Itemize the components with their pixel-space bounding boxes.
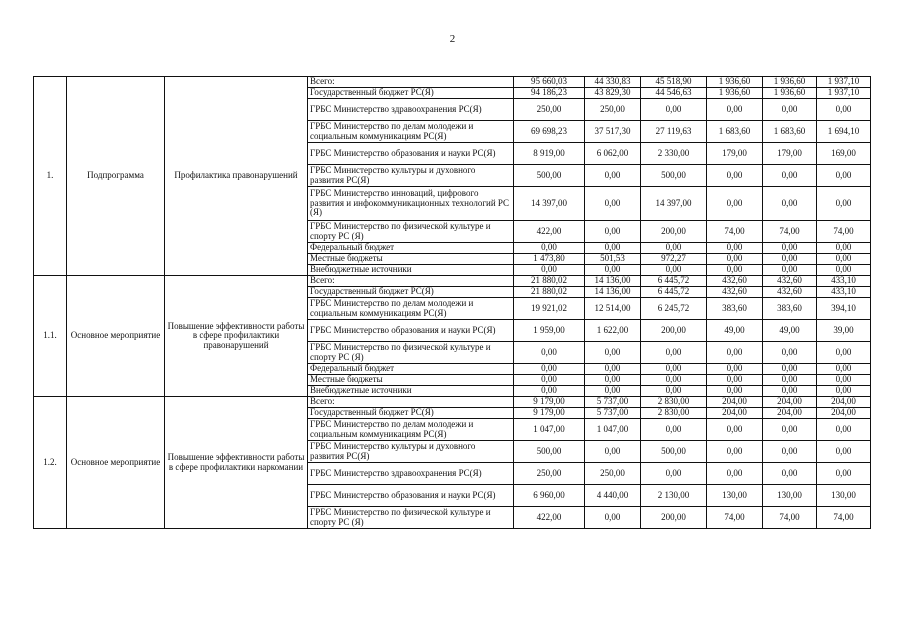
page-number: 2	[449, 33, 456, 45]
funding-source: ГРБС Министерство по делам молодежи и социальным коммуникациям РС(Я)	[308, 298, 514, 320]
funding-source: Государственный бюджет РС(Я)	[308, 88, 514, 99]
amount-cell: 0,00	[817, 165, 871, 187]
budget-table	[33, 76, 871, 529]
amount-cell: 4 440,00	[585, 485, 641, 507]
amount-cell: 0,00	[763, 419, 817, 441]
amount-cell: 0,00	[641, 243, 707, 254]
amount-cell: 0,00	[641, 463, 707, 485]
amount-cell: 0,00	[707, 243, 763, 254]
amount-cell: 74,00	[707, 507, 763, 529]
amount-cell: 21 880,02	[514, 276, 585, 287]
amount-cell: 1 694,10	[817, 121, 871, 143]
funding-source: ГРБС Министерство культуры и духовного развития РС(Я)	[308, 441, 514, 463]
amount-cell: 200,00	[641, 320, 707, 342]
table-row	[34, 397, 871, 408]
amount-cell: 0,00	[817, 386, 871, 397]
amount-cell: 74,00	[707, 221, 763, 243]
section-name: Профилактика правонарушений	[165, 77, 308, 276]
amount-cell: 250,00	[585, 99, 641, 121]
amount-cell: 6 960,00	[514, 485, 585, 507]
table-body	[34, 77, 871, 529]
amount-cell: 2 830,00	[641, 408, 707, 419]
amount-cell: 49,00	[707, 320, 763, 342]
amount-cell: 1 937,10	[817, 88, 871, 99]
funding-source: ГРБС Министерство здравоохранения РС(Я)	[308, 99, 514, 121]
section-number: 1.	[34, 77, 67, 276]
amount-cell: 130,00	[707, 485, 763, 507]
amount-cell: 500,00	[514, 165, 585, 187]
section-number: 1.2.	[34, 397, 67, 529]
amount-cell: 14 136,00	[585, 276, 641, 287]
amount-cell: 0,00	[585, 265, 641, 276]
funding-source: ГРБС Министерство культуры и духовного развития РС(Я)	[308, 165, 514, 187]
amount-cell: 130,00	[763, 485, 817, 507]
amount-cell: 9 179,00	[514, 408, 585, 419]
amount-cell: 250,00	[585, 463, 641, 485]
amount-cell: 19 921,02	[514, 298, 585, 320]
amount-cell: 432,60	[707, 287, 763, 298]
amount-cell: 1 936,60	[707, 88, 763, 99]
funding-source: Всего:	[308, 397, 514, 408]
funding-source: Всего:	[308, 276, 514, 287]
amount-cell: 6 445,72	[641, 276, 707, 287]
amount-cell: 0,00	[707, 419, 763, 441]
amount-cell: 21 880,02	[514, 287, 585, 298]
amount-cell: 5 737,00	[585, 397, 641, 408]
amount-cell: 0,00	[585, 386, 641, 397]
amount-cell: 1 473,80	[514, 254, 585, 265]
amount-cell: 14 397,00	[514, 187, 585, 221]
amount-cell: 0,00	[707, 265, 763, 276]
amount-cell: 250,00	[514, 463, 585, 485]
amount-cell: 0,00	[707, 187, 763, 221]
amount-cell: 169,00	[817, 143, 871, 165]
amount-cell: 0,00	[514, 386, 585, 397]
amount-cell: 45 518,90	[641, 77, 707, 88]
amount-cell: 0,00	[817, 342, 871, 364]
amount-cell: 432,60	[763, 287, 817, 298]
amount-cell: 0,00	[817, 243, 871, 254]
amount-cell: 0,00	[707, 375, 763, 386]
funding-source: Государственный бюджет РС(Я)	[308, 287, 514, 298]
funding-source: ГРБС Министерство по делам молодежи и социальным коммуникациям РС(Я)	[308, 121, 514, 143]
amount-cell: 0,00	[817, 463, 871, 485]
amount-cell: 0,00	[641, 265, 707, 276]
amount-cell: 0,00	[707, 441, 763, 463]
amount-cell: 0,00	[514, 364, 585, 375]
funding-source: ГРБС Министерство по физической культуре и спорту РС (Я)	[308, 342, 514, 364]
amount-cell: 204,00	[707, 408, 763, 419]
amount-cell: 0,00	[817, 375, 871, 386]
amount-cell: 432,60	[707, 276, 763, 287]
amount-cell: 179,00	[763, 143, 817, 165]
amount-cell: 0,00	[641, 99, 707, 121]
amount-cell: 0,00	[707, 386, 763, 397]
section-type: Подпрограмма	[67, 77, 165, 276]
funding-source: Государственный бюджет РС(Я)	[308, 408, 514, 419]
amount-cell: 179,00	[707, 143, 763, 165]
amount-cell: 432,60	[763, 276, 817, 287]
amount-cell: 0,00	[817, 364, 871, 375]
amount-cell: 0,00	[763, 243, 817, 254]
amount-cell: 0,00	[585, 364, 641, 375]
amount-cell: 0,00	[763, 364, 817, 375]
amount-cell: 44 546,63	[641, 88, 707, 99]
section-type: Основное мероприятие	[67, 397, 165, 529]
amount-cell: 0,00	[514, 342, 585, 364]
amount-cell: 0,00	[585, 507, 641, 529]
amount-cell: 2 330,00	[641, 143, 707, 165]
amount-cell: 204,00	[763, 408, 817, 419]
amount-cell: 383,60	[707, 298, 763, 320]
amount-cell: 422,00	[514, 221, 585, 243]
amount-cell: 0,00	[763, 375, 817, 386]
amount-cell: 14 397,00	[641, 187, 707, 221]
amount-cell: 0,00	[763, 463, 817, 485]
amount-cell: 49,00	[763, 320, 817, 342]
amount-cell: 0,00	[763, 187, 817, 221]
amount-cell: 1 047,00	[585, 419, 641, 441]
amount-cell: 74,00	[817, 221, 871, 243]
funding-source: Местные бюджеты	[308, 254, 514, 265]
amount-cell: 27 119,63	[641, 121, 707, 143]
amount-cell: 0,00	[585, 221, 641, 243]
amount-cell: 1 622,00	[585, 320, 641, 342]
amount-cell: 0,00	[763, 254, 817, 265]
amount-cell: 1 683,60	[707, 121, 763, 143]
amount-cell: 1 937,10	[817, 77, 871, 88]
amount-cell: 394,10	[817, 298, 871, 320]
amount-cell: 1 047,00	[514, 419, 585, 441]
amount-cell: 433,10	[817, 276, 871, 287]
funding-source: ГРБС Министерство по делам молодежи и социальным коммуникациям РС(Я)	[308, 419, 514, 441]
amount-cell: 0,00	[817, 254, 871, 265]
amount-cell: 204,00	[707, 397, 763, 408]
amount-cell: 6 245,72	[641, 298, 707, 320]
amount-cell: 0,00	[817, 265, 871, 276]
table-row	[34, 77, 871, 88]
amount-cell: 204,00	[817, 408, 871, 419]
amount-cell: 0,00	[641, 375, 707, 386]
amount-cell: 95 660,03	[514, 77, 585, 88]
amount-cell: 0,00	[514, 243, 585, 254]
funding-source: ГРБС Министерство по физической культуре и спорту РС (Я)	[308, 507, 514, 529]
amount-cell: 0,00	[585, 342, 641, 364]
funding-source: Всего:	[308, 77, 514, 88]
amount-cell: 2 130,00	[641, 485, 707, 507]
amount-cell: 0,00	[763, 441, 817, 463]
amount-cell: 6 445,72	[641, 287, 707, 298]
funding-source: Местные бюджеты	[308, 375, 514, 386]
amount-cell: 5 737,00	[585, 408, 641, 419]
amount-cell: 1 936,60	[763, 77, 817, 88]
amount-cell: 6 062,00	[585, 143, 641, 165]
amount-cell: 12 514,00	[585, 298, 641, 320]
amount-cell: 204,00	[817, 397, 871, 408]
amount-cell: 37 517,30	[585, 121, 641, 143]
amount-cell: 0,00	[585, 375, 641, 386]
funding-source: ГРБС Министерство инноваций, цифрового развития и инфокоммуникационных технологий РС (Я)	[308, 187, 514, 221]
amount-cell: 94 186,23	[514, 88, 585, 99]
amount-cell: 0,00	[763, 386, 817, 397]
funding-source: ГРБС Министерство образования и науки РС(Я)	[308, 143, 514, 165]
amount-cell: 0,00	[763, 342, 817, 364]
amount-cell: 204,00	[763, 397, 817, 408]
amount-cell: 9 179,00	[514, 397, 585, 408]
section-number: 1.1.	[34, 276, 67, 397]
section-type: Основное мероприятие	[67, 276, 165, 397]
amount-cell: 1 683,60	[763, 121, 817, 143]
amount-cell: 2 830,00	[641, 397, 707, 408]
amount-cell: 500,00	[641, 165, 707, 187]
amount-cell: 0,00	[585, 165, 641, 187]
amount-cell: 0,00	[514, 265, 585, 276]
amount-cell: 501,53	[585, 254, 641, 265]
amount-cell: 433,10	[817, 287, 871, 298]
amount-cell: 8 919,00	[514, 143, 585, 165]
amount-cell: 1 959,00	[514, 320, 585, 342]
amount-cell: 39,00	[817, 320, 871, 342]
amount-cell: 74,00	[763, 221, 817, 243]
amount-cell: 0,00	[817, 441, 871, 463]
amount-cell: 1 936,60	[763, 88, 817, 99]
amount-cell: 0,00	[707, 165, 763, 187]
amount-cell: 0,00	[514, 375, 585, 386]
section-name: Повышение эффективности работы в сфере профилактики наркомании	[165, 397, 308, 529]
amount-cell: 0,00	[641, 342, 707, 364]
funding-source: Внебюджетные источники	[308, 265, 514, 276]
funding-source: Внебюджетные источники	[308, 386, 514, 397]
amount-cell: 250,00	[514, 99, 585, 121]
amount-cell: 0,00	[817, 99, 871, 121]
amount-cell: 0,00	[707, 364, 763, 375]
amount-cell: 0,00	[707, 99, 763, 121]
amount-cell: 74,00	[817, 507, 871, 529]
amount-cell: 0,00	[707, 254, 763, 265]
amount-cell: 0,00	[707, 463, 763, 485]
amount-cell: 0,00	[707, 342, 763, 364]
funding-source: Федеральный бюджет	[308, 364, 514, 375]
funding-source: Федеральный бюджет	[308, 243, 514, 254]
amount-cell: 69 698,23	[514, 121, 585, 143]
section-name: Повышение эффективности работы в сфере профилактики правонарушений	[165, 276, 308, 397]
funding-source: ГРБС Министерство образования и науки РС(Я)	[308, 485, 514, 507]
amount-cell: 972,27	[641, 254, 707, 265]
amount-cell: 200,00	[641, 507, 707, 529]
amount-cell: 500,00	[514, 441, 585, 463]
amount-cell: 43 829,30	[585, 88, 641, 99]
amount-cell: 0,00	[585, 187, 641, 221]
amount-cell: 1 936,60	[707, 77, 763, 88]
amount-cell: 0,00	[585, 441, 641, 463]
amount-cell: 0,00	[763, 265, 817, 276]
amount-cell: 0,00	[641, 419, 707, 441]
amount-cell: 0,00	[763, 99, 817, 121]
amount-cell: 500,00	[641, 441, 707, 463]
funding-source: ГРБС Министерство здравоохранения РС(Я)	[308, 463, 514, 485]
amount-cell: 200,00	[641, 221, 707, 243]
amount-cell: 130,00	[817, 485, 871, 507]
amount-cell: 0,00	[817, 419, 871, 441]
amount-cell: 0,00	[763, 165, 817, 187]
amount-cell: 74,00	[763, 507, 817, 529]
amount-cell: 422,00	[514, 507, 585, 529]
funding-source: ГРБС Министерство образования и науки РС(Я)	[308, 320, 514, 342]
amount-cell: 0,00	[585, 243, 641, 254]
amount-cell: 44 330,83	[585, 77, 641, 88]
table-row	[34, 276, 871, 287]
amount-cell: 14 136,00	[585, 287, 641, 298]
amount-cell: 0,00	[817, 187, 871, 221]
amount-cell: 0,00	[641, 386, 707, 397]
funding-source: ГРБС Министерство по физической культуре и спорту РС (Я)	[308, 221, 514, 243]
amount-cell: 383,60	[763, 298, 817, 320]
amount-cell: 0,00	[641, 364, 707, 375]
